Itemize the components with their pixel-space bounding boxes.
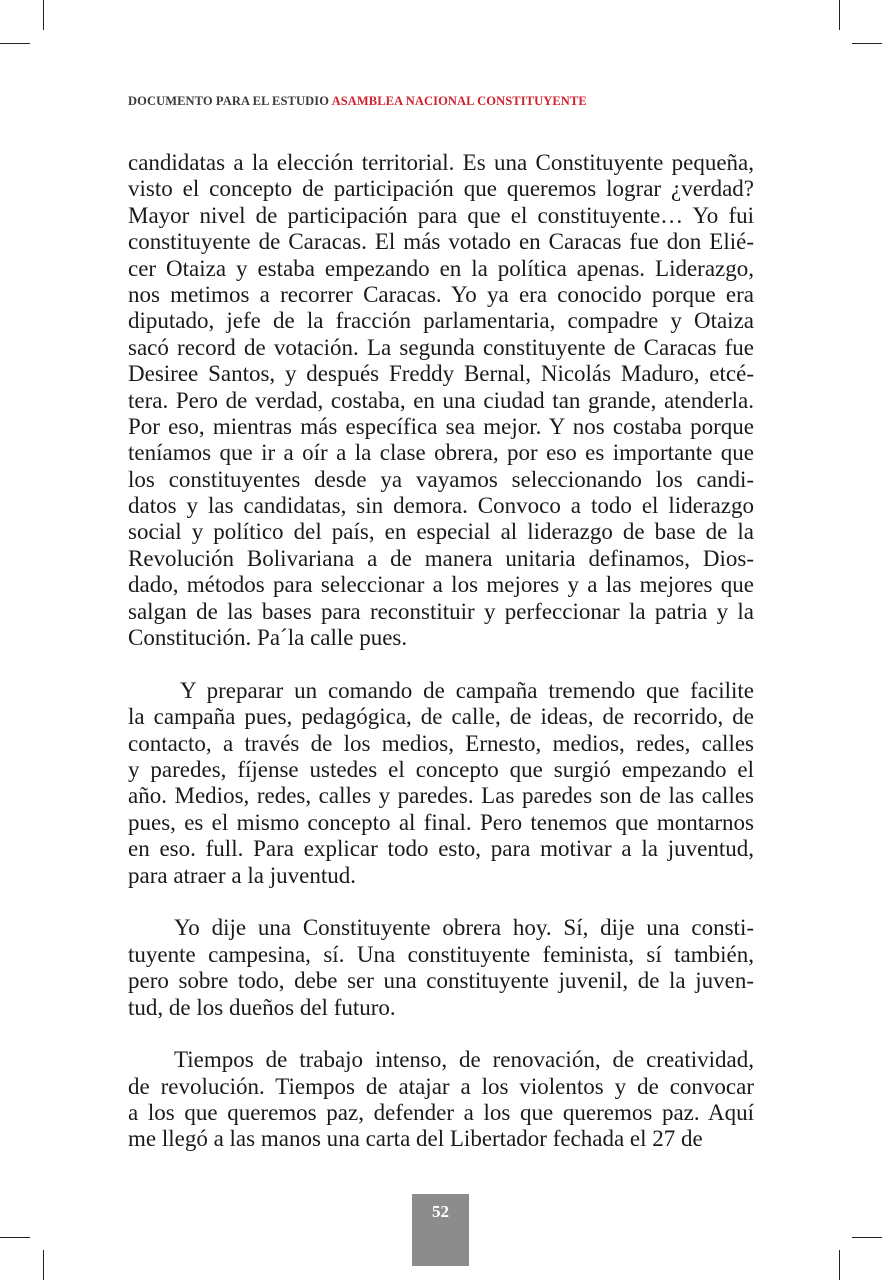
crop-mark xyxy=(839,0,840,30)
crop-mark xyxy=(852,1237,882,1238)
text-line: de revolución. Tiempos de atajar a los violentos y de convocar xyxy=(128,1073,754,1099)
text-line: me llegó a las manos una carta del Libertador fechada el 27 de xyxy=(128,1126,703,1152)
text-line: y paredes, fíjense ustedes el concepto que surgió empezando el xyxy=(128,756,754,782)
page-number xyxy=(412,1194,469,1266)
paragraph xyxy=(128,678,754,889)
text-line: año. Medios, redes, calles y paredes. Las paredes son de las calles xyxy=(128,783,754,809)
page-number-label: 52 xyxy=(432,1202,449,1221)
crop-mark xyxy=(839,1250,840,1280)
text-line: en eso. full. Para explicar todo esto, para motivar a la juventud, xyxy=(128,836,754,862)
text-line: teníamos que ir a oír a la clase obrera, por eso es importante que xyxy=(128,440,754,466)
text-line: dado, métodos para seleccionar a los mejores y a las mejores que xyxy=(128,572,754,598)
paragraph xyxy=(128,915,754,1021)
header-prefix: DOCUMENTO PARA EL ESTUDIO xyxy=(128,94,330,108)
text-line: los constituyentes desde ya vayamos seleccionando los candi- xyxy=(128,466,754,492)
text-line: datos y las candidatas, sin demora. Convoco a todo el liderazgo xyxy=(128,493,754,519)
text-line: diputado, jefe de la fracción parlamentaria, compadre y Otaiza xyxy=(128,308,754,334)
text-line: pero sobre todo, debe ser una constituyente juvenil, de la juven- xyxy=(128,968,754,994)
crop-mark xyxy=(0,43,30,44)
header-title: ASAMBLEA NACIONAL CONSTITUYENTE xyxy=(331,94,587,108)
paragraph xyxy=(128,1047,754,1153)
text-line: tud, de los dueños del futuro. xyxy=(128,994,396,1020)
text-line: Revolución Bolivariana a de manera unitaria definamos, Dios- xyxy=(128,545,754,571)
text-line: social y político del país, en especial al liderazgo de base de la xyxy=(128,519,754,545)
text-line: Y preparar un comando de campaña tremendo que facilite xyxy=(180,677,754,703)
text-line: para atraer a la juventud. xyxy=(128,862,356,888)
text-line: nos metimos a recorrer Caracas. Yo ya era conocido porque era xyxy=(128,281,754,307)
text-line: Constitución. Pa´la calle pues. xyxy=(128,625,408,651)
text-line: tuyente campesina, sí. Una constituyente feminista, sí también, xyxy=(128,941,754,967)
text-line: salgan de las bases para reconstituir y perfeccionar la patria y la xyxy=(128,598,754,624)
text-line: a los que queremos paz, defender a los que queremos paz. Aquí xyxy=(128,1100,754,1126)
text-line: tera. Pero de verdad, costaba, en una ciudad tan grande, atenderla. xyxy=(128,387,754,413)
text-line: Yo dije una Constituyente obrera hoy. Sí, dije una consti- xyxy=(174,915,754,941)
crop-mark xyxy=(43,0,44,30)
text-line: la campaña pues, pedagógica, de calle, de ideas, de recorrido, de xyxy=(128,704,754,730)
text-line: candidatas a la elección territorial. Es una Constituyente pequeña, xyxy=(128,150,754,175)
text-line: visto el concepto de participación que queremos lograr ¿verdad? xyxy=(128,176,754,202)
text-line: sacó record de votación. La segunda constituyente de Caracas fue xyxy=(128,334,754,360)
text-line: contacto, a través de los medios, Ernesto, medios, redes, calles xyxy=(128,730,754,756)
body-text xyxy=(128,150,754,1179)
text-line: constituyente de Caracas. El más votado en Caracas fue don Elié- xyxy=(128,229,754,255)
text-line: Tiempos de trabajo intenso, de renovación, de creatividad, xyxy=(174,1047,754,1073)
paragraph xyxy=(128,150,754,651)
crop-mark xyxy=(43,1250,44,1280)
text-line: cer Otaiza y estaba empezando en la política apenas. Liderazgo, xyxy=(128,255,754,281)
text-line: Por eso, mientras más específica sea mejor. Y nos costaba porque xyxy=(128,413,754,439)
crop-mark xyxy=(0,1237,30,1238)
text-line: pues, es el mismo concepto al final. Pero tenemos que montarnos xyxy=(128,809,754,835)
text-line: Mayor nivel de participación para que el constituyente… Yo fui xyxy=(128,202,754,228)
crop-mark xyxy=(852,43,882,44)
text-line: Desiree Santos, y después Freddy Bernal, Nicolás Maduro, etcé- xyxy=(128,361,754,387)
running-header xyxy=(128,94,587,109)
